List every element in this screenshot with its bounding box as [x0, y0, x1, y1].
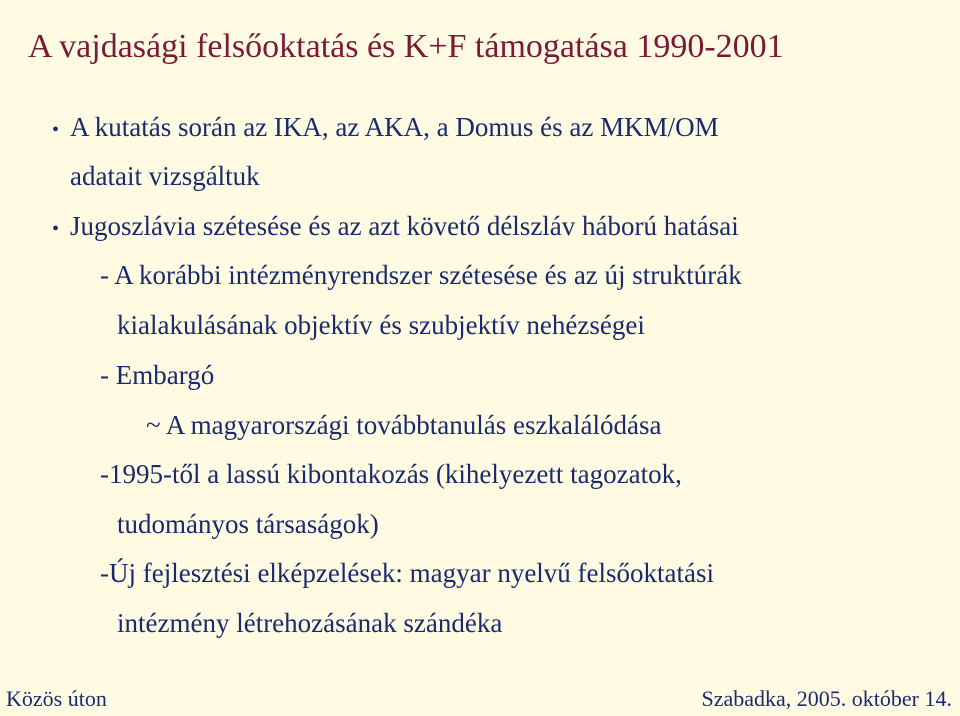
sub-item-1: - A korábbi intézményrendszer szétesése és az új struktúrák [100, 260, 742, 290]
footer-left: Közös úton [6, 686, 107, 711]
bullet-line-2: Jugoszlávia szétesése és az azt követő délszláv háború hatásai [70, 211, 739, 241]
sub-item-4-continued: intézmény létrehozásának szándéka [117, 608, 503, 638]
sub-item-4: -Új fejlesztési elképzelések: magyar nyelvű felsőoktatási [100, 558, 715, 588]
bullet-line-1: A kutatás során az IKA, az AKA, a Domus és az MKM/OM [70, 112, 719, 142]
sub-item-3-continued: tudományos társaságok) [117, 509, 379, 539]
slide-title: A vajdasági felsőoktatás és K+F támogatása 1990-2001 [28, 28, 784, 65]
bullet-icon: • [52, 119, 60, 141]
sub-item-3: -1995-től a lassú kibontakozás (kihelyezett tagozatok, [100, 459, 682, 489]
sub-item-1-continued: kialakulásának objektív és szubjektív nehézségei [117, 310, 645, 340]
sub-sub-item-1: ~ A magyarországi továbbtanulás eszkalálódása [146, 410, 662, 440]
bullet-line-1-continued: adatait vizsgáltuk [70, 161, 260, 191]
bullet-icon: • [52, 218, 60, 240]
sub-item-2: - Embargó [100, 360, 215, 390]
footer-right: Szabadka, 2005. október 14. [701, 686, 952, 711]
